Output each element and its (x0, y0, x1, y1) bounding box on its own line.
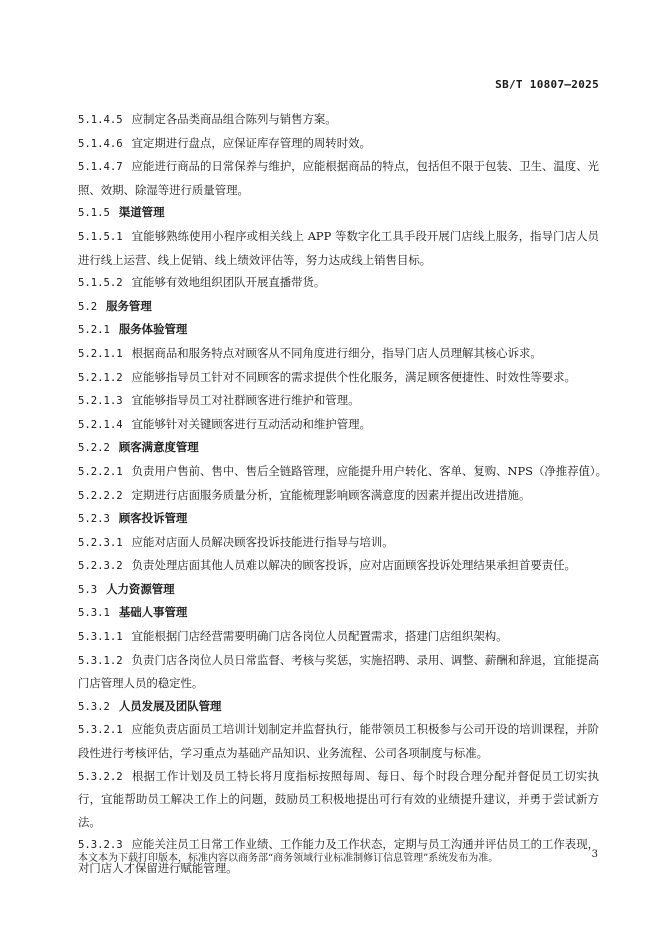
section-heading-5-2: 5.2 服务管理 (78, 298, 152, 313)
section-heading-5-3-1: 5.3.1 基础人事管理 (78, 605, 188, 620)
clause-5-3-2-1: 5.3.2.1 应能负责店面员工培训计划制定并监督执行，能带领员工积极参与公司开设的培训课程，并阶段性进行考核评估，学习重点为基础产品知识、业务流程、公司各项制度与标准。 (78, 722, 599, 761)
page-number: 3 (591, 849, 598, 860)
section-heading-5-2-1: 5.2.1 服务体验管理 (78, 322, 188, 337)
clause-5-1-5-1: 5.1.5.1 宜能够熟练使用小程序或相关线上 APP 等数字化工具手段开展门店线上服务，指导门店人员进行线上运营、线上促销、线上绩效评估等，努力达成线上销售目标。 (78, 228, 599, 267)
clause-5-2-3-1: 5.2.3.1 应能对店面人员解决顾客投诉技能进行指导与培训。 (78, 534, 394, 549)
document-code: SB/T 10807—2025 (495, 78, 599, 91)
clause-5-2-1-3: 5.2.1.3 宜能够指导员工对社群顾客进行维护和管理。 (78, 393, 360, 408)
clause-5-1-5-2: 5.1.5.2 宜能够有效地组织团队开展直播带货。 (78, 275, 326, 290)
clause-5-1-4-7: 5.1.4.7 应能进行商品的日常保养与维护，应能根据商品的特点，包括但不限于包装、卫生、温度、光照、效期、除湿等进行质量管理。 (78, 159, 599, 197)
clause-5-2-1-4: 5.2.1.4 宜能够针对关键顾客进行互动活动和维护管理。 (78, 416, 371, 431)
footer-note: 本文本为下载打印版本，标准内容以商务部“商务领域行业标准制修订信息管理”系统发布为准。 (78, 853, 499, 864)
clause-5-2-1-2: 5.2.1.2 应能够指导员工针对不同顾客的需求提供个性化服务，满足顾客便捷性、时效性等要求。 (78, 369, 576, 384)
clause-5-2-1-1: 5.2.1.1 根据商品和服务特点对顾客从不同角度进行细分，指导门店人员理解其核心诉求。 (78, 345, 542, 360)
clause-5-3-2-2: 5.3.2.2 根据工作计划及员工特长将月度指标按照每周、每日、每个时段合理分配并督促员工切实执行，宜能帮助员工解决工作上的问题，鼓励员工积极地提出可行有效的业绩提升建议，并勇于尝试新方法。 (78, 768, 599, 829)
section-heading-5-2-3: 5.2.3 顾客投诉管理 (78, 511, 188, 526)
clause-5-2-2-1: 5.2.2.1 负责用户售前、售中、售后全链路管理，应能提升用户转化、客单、复购、NPS（净推荐值）。 (78, 463, 608, 478)
document-body (78, 108, 608, 880)
clause-5-3-1-1: 5.3.1.1 宜能根据门店经营需要明确门店各岗位人员配置需求，搭建门店组织架构。 (78, 629, 508, 644)
clause-5-1-4-5: 5.1.4.5 应制定各品类商品组合陈列与销售方案。 (78, 112, 337, 126)
clause-5-2-3-2: 5.2.3.2 负责处理店面其他人员难以解决的顾客投诉，应对店面顾客投诉处理结果承担首要责任。 (78, 558, 576, 573)
page-footer (78, 849, 598, 864)
clause-5-2-2-2: 5.2.2.2 定期进行店面服务质量分析，宜能梳理影响顾客满意度的因素并提出改进措施。 (78, 487, 531, 502)
section-heading-5-3: 5.3 人力资源管理 (78, 581, 175, 596)
section-heading-5-3-2: 5.3.2 人员发展及团队管理 (78, 698, 222, 713)
clause-5-3-2-3: 5.3.2.3 应能关注员工日常工作业绩、工作能力及工作状态，定期与员工沟通并评估员工的工作表现，对门店人才保留进行赋能管理。 (78, 837, 599, 875)
section-heading-5-2-2: 5.2.2 顾客满意度管理 (78, 440, 199, 455)
clause-5-1-4-6: 5.1.4.6 宜定期进行盘点，应保证库存管理的周转时效。 (78, 135, 371, 150)
clause-5-3-1-2: 5.3.1.2 负责门店各岗位人员日常监督、考核与奖惩，实施招聘、录用、调整、薪酬和辞退，宜能提高门店管理人员的稳定性。 (78, 652, 599, 691)
section-heading-5-1-5: 5.1.5 渠道管理 (78, 205, 165, 220)
